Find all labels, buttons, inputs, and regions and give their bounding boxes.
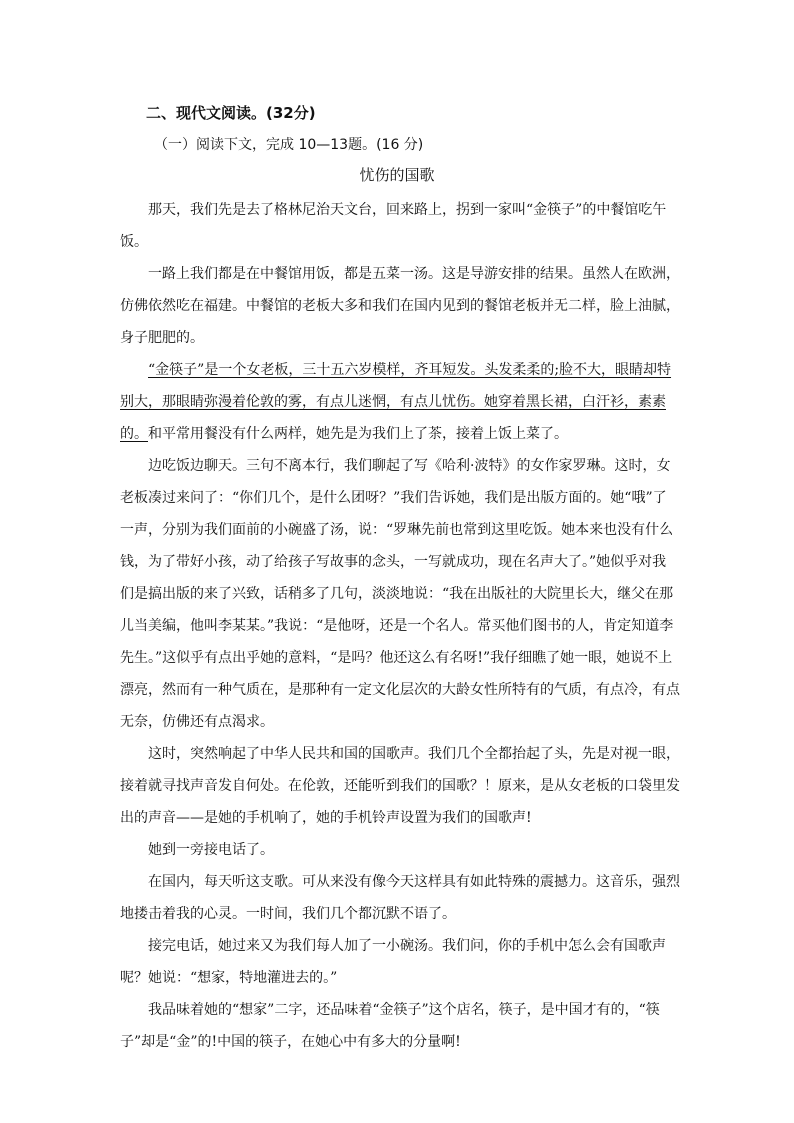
article-title: 忧伤的国歌 bbox=[359, 166, 435, 184]
paragraph: 在国内，每天听这支歌。可从来没有像今天这样具有如此特殊的震撼力。这音乐，强烈地搂击着我的心灵。一时间，我们几个都沉默不语了。 bbox=[120, 874, 680, 922]
paragraph: 边吃饭边聊天。三句不离本行，我们聊起了写《哈利·波特》的女作家罗琳。这时，女老板凑过来问了：“你们几个，是什么团呀？”我们告诉她，我们是出版方面的。她“哦”了一声，分别为我们面前的小碗盛了汤，说：“罗琳先前也常到这里吃饭。她本来也没有什么钱，为了带好小孩，动了给孩子写故事的念头，一写就成功，现在名声大了。”她似乎对我们是搞出版的来了兴致，话稍多了几句，淡淡地说：“我在出版社的大院里长大，继父在那儿当美编，他叫李某某。”我说：“是他呀，还是一个名人。常买他们图书的人，肯定知道李先生。”这似乎有点出乎她的意料，“是吗？他还这么有名呀!”我仔细瞧了她一眼，她说不上漂亮，然而有一种气质在，是那种有一定文化层次的大龄女性所特有的气质，有点冷，有点无奈，仿佛还有点渴求。 bbox=[120, 458, 680, 730]
paragraph: 那天，我们先是去了格林尼治天文台，回来路上，拐到一家叫“金筷子”的中餐馆吃午饭。 bbox=[120, 202, 667, 250]
subsection-heading: （一）阅读下文，完成 10—13题。(16 分) bbox=[154, 137, 424, 153]
article-body bbox=[120, 194, 680, 1058]
paragraph: 接完电话，她过来又为我们每人加了一小碗汤。我们问，你的手机中怎么会有国歌声呢？她说：“想家，特地灌进去的。” bbox=[120, 938, 666, 986]
paragraph: 她到一旁接电话了。 bbox=[148, 842, 274, 858]
paragraph: 一路上我们都是在中餐馆用饭，都是五菜一汤。这是导游安排的结果。虽然人在欧洲，仿佛依然吃在福建。中餐馆的老板大多和我们在国内见到的餐馆老板并无二样，脸上油腻，身子肥肥的。 bbox=[120, 266, 680, 346]
paragraph-continuation: 和平常用餐没有什么两样，她先是为我们上了茶，接着上饭上菜了。 bbox=[148, 426, 568, 442]
underlined-passage: “金筷子”是一个女老板，三十五六岁模样，齐耳短发。头发柔柔的;脸不大，眼睛却特别大，那眼睛弥漫着伦敦的雾，有点儿迷惘，有点儿忧伤。她穿着黑长裙，白汗衫，素素的。 bbox=[120, 362, 672, 442]
section-heading: 二、现代文阅读。(32分) bbox=[146, 104, 316, 122]
paragraph: 这时，突然响起了中华人民共和国的国歌声。我们几个全都抬起了头，先是对视一眼，接着就寻找声音发自何处。在伦敦，还能听到我们的国歌？！原来，是从女老板的口袋里发出的声音——是她的手机响了，她的手机铃声设置为我们的国歌声! bbox=[120, 746, 680, 826]
paragraph: 我品味着她的“想家”二字，还品味着“金筷子”这个店名，筷子，是中国才有的，“筷子”却是“金”的!中国的筷子，在她心中有多大的分量啊! bbox=[120, 1002, 660, 1050]
paragraph bbox=[120, 354, 680, 450]
